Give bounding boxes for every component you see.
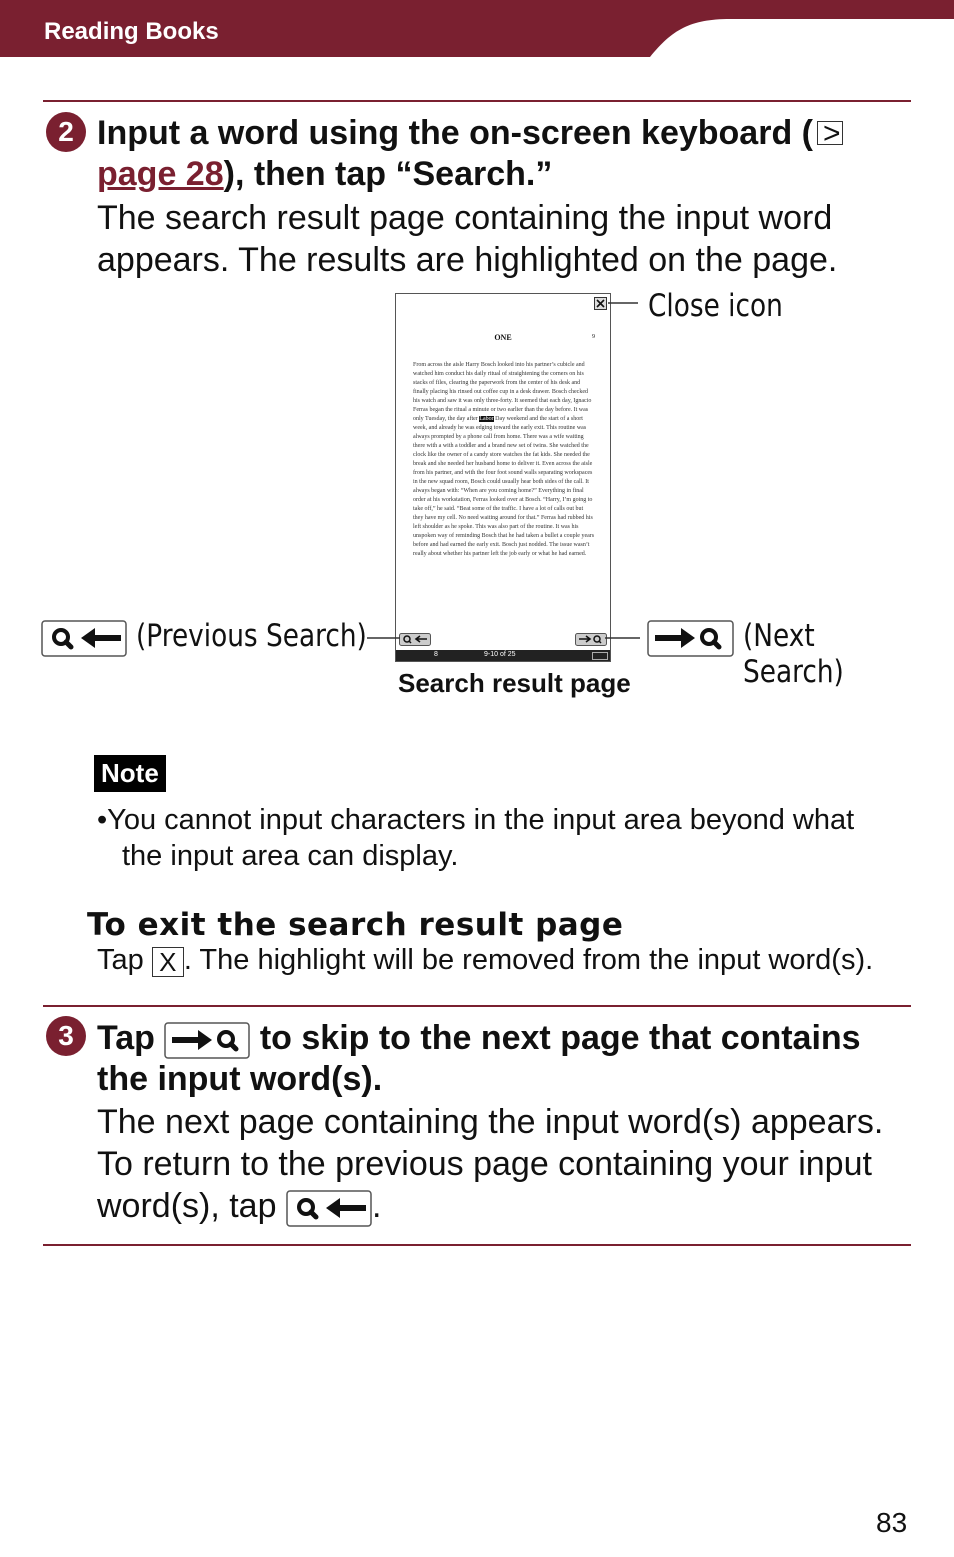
note-label: Note xyxy=(94,755,166,792)
prev-search-label: (Previous Search) xyxy=(136,618,367,654)
page-ref-arrow-icon: > xyxy=(817,121,843,145)
next-search-label: (Next Search) xyxy=(743,618,844,690)
callout-lines xyxy=(0,0,954,700)
prev-search-button-icon xyxy=(41,620,127,657)
step3-top-rule xyxy=(43,1005,911,1007)
step-2-badge: 2 xyxy=(46,112,86,152)
figure-caption: Search result page xyxy=(398,668,631,698)
close-icon-label: Close icon xyxy=(648,288,783,324)
section-title: Reading Books xyxy=(44,18,219,45)
next-search-button-icon xyxy=(164,1022,250,1059)
prev-search-button-icon xyxy=(286,1190,372,1227)
note-text: •You cannot input characters in the input area beyond what the input area can display. xyxy=(97,804,855,872)
exit-text: Tap X . The highlight will be removed from the input word(s). xyxy=(97,944,874,977)
step3-heading: Tap to skip to the next page that contains the input word(s). xyxy=(97,1019,861,1098)
status-bar: 8 9-10 of 25 xyxy=(396,650,610,661)
step3-bottom-rule xyxy=(43,1244,911,1246)
top-page-number: 9 xyxy=(592,334,595,340)
page-28-link[interactable]: page 28 xyxy=(97,155,224,193)
chapter-title: ONE xyxy=(494,333,512,342)
close-x-icon: X xyxy=(152,947,184,977)
page-number: 83 xyxy=(876,1507,908,1538)
exit-heading: To exit the search result page xyxy=(87,907,624,943)
search-highlight: Labor xyxy=(479,416,494,422)
step2-heading: Input a word using the on-screen keyboard ( > page 28), then tap “Search.” xyxy=(97,113,843,195)
step3-body: The next page containing the input word(s) appears. To return to the previous page containing your input word(s), tap . xyxy=(97,1103,884,1225)
step2-body: The search result page containing the input word appears. The results are highlighted on the page. xyxy=(97,199,838,279)
book-text: From across the aisle Harry Bosch looked into his partner’s cubicle and watched him conduct his daily ritual of straightening the corners on his stacks of files, clearing the paperwork from the center of his desk and finally placing his rinsed out coffee cup in a desk drawer. Bosch checked his watch and saw it was only three-forty. It seemed that each day, Ignacio Ferras began the ritual a minute or two earlier than the day before. It was only Tuesday, the day after Labor Day weekend and the start of a short week, and already he was edging toward the early exit. This routine was always prompted by a phone call from home. There was a wife waiting there with a with a toddler and a brand new set of twins. She watched the clock like the owner of a candy store watches the fat kids. She needed the break and she needed her husband home to deliver it. Even across the aisle from his partner, and with the four foot sound walls separating workspaces in the new squad room, Bosch could usually hear both sides of the call. It always began with: “When are you coming home?” Everything in final order at his workstation, Ferras looked over at Bosch. “Harry, I’m going to take off,” he said. “Beat some of the traffic. I have a lot of calls out but they have my cell. No need waiting around for that.” Ferras had rubbed his left shoulder as he spoke. This was also part of the routine. It was his unspoken way of reminding Bosch that he had taken a bullet a couple years before and had earned the early exit. Bosch just nodded. The issue wasn’t really about whether his partner left the job early or what he had earned. xyxy=(413,362,595,557)
step-3-badge: 3 xyxy=(46,1016,86,1056)
next-search-button-icon xyxy=(647,620,734,657)
